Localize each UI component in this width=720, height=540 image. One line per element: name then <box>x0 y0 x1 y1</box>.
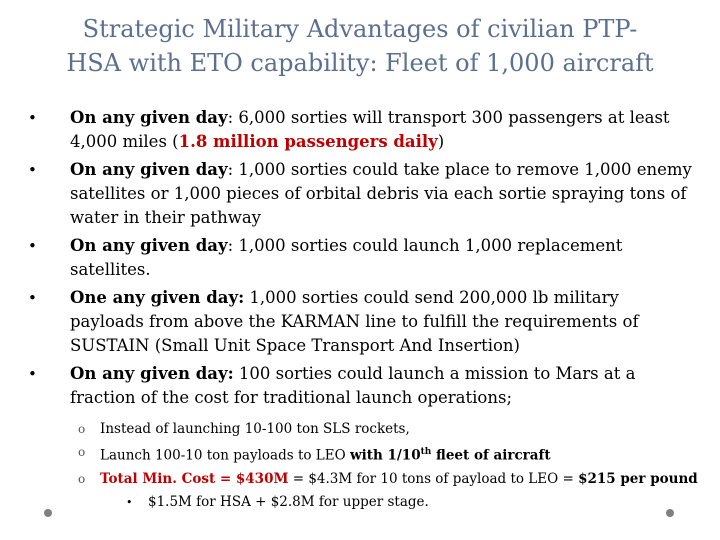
title-line-2: HSA with ETO capability: Fleet of 1,000 aircraft <box>66 49 654 77</box>
sub-bullet-superscript: th <box>420 447 432 457</box>
bullet-lead: On any given day <box>70 160 228 179</box>
sub-sub-bullet-marker: • <box>126 495 133 509</box>
sub-bullet-bold: with 1/10 <box>349 447 421 464</box>
sub-bullet-body: = $4.3M for 10 tons of payload to LEO = <box>288 470 579 487</box>
bullet-lead: One any given day: <box>70 288 245 307</box>
bullet-text <box>70 286 692 358</box>
cost-per-pound: $215 per pound <box>578 470 698 487</box>
sub-bullet-text <box>100 468 698 491</box>
bullet-lead: On any given day <box>70 108 228 127</box>
bullet-marker: • <box>28 109 37 127</box>
bullet-body: : 1,000 sorties could take place to remove 1,000 enemy satellites or 1,000 pieces of orbital debris via each sortie spraying tons of water in their pathway <box>70 160 692 227</box>
bullet-text <box>70 234 692 282</box>
sub-bullet-body: Launch 100-10 ton payloads to LEO <box>100 447 350 464</box>
sub-bullet-text: Instead of launching 10-100 ton SLS rockets, <box>100 421 410 437</box>
bullet-marker: • <box>28 161 37 179</box>
bullet-text <box>70 362 692 410</box>
bullet-item <box>28 286 692 358</box>
bullet-text <box>70 106 692 154</box>
sub-sub-bullet-item <box>78 491 698 514</box>
sub-bullet-item <box>78 441 698 468</box>
bullet-body: : 1,000 sorties could launch 1,000 replacement satellites. <box>70 236 623 279</box>
bullet-item <box>28 362 692 410</box>
bullet-body: : 6,000 sorties will transport 300 passengers at least 4,000 miles ( <box>70 108 670 151</box>
decorative-dot-left <box>44 509 52 517</box>
title-line-1: Strategic Military Advantages of civilian PTP- <box>82 15 638 43</box>
sub-bullet-bold-end: fleet of aircraft <box>431 447 551 464</box>
bullet-marker: • <box>28 237 37 255</box>
sub-bullet-marker: o <box>78 422 86 436</box>
sub-bullet-item <box>78 468 698 491</box>
bullet-body: 100 sorties could launch a mission to Mars at a fraction of the cost for traditional launch operations; <box>70 364 636 407</box>
sub-bullet-marker: o <box>78 471 86 486</box>
bullet-body-end: ) <box>437 132 445 151</box>
bullet-lead: On any given day <box>70 236 228 255</box>
sub-bullet-marker: o <box>78 445 86 459</box>
bullet-lead: On any given day: <box>70 364 234 383</box>
bullet-item <box>28 158 692 230</box>
bullet-list <box>28 106 692 414</box>
slide-title <box>20 12 700 80</box>
total-cost-highlight: Total Min. Cost = $430M <box>100 470 289 487</box>
sub-bullet-list <box>78 418 698 514</box>
decorative-dot-right <box>666 509 674 517</box>
sub-bullet-item <box>78 418 698 441</box>
bullet-item <box>28 234 692 282</box>
bullet-item <box>28 106 692 154</box>
bullet-marker: • <box>28 289 37 307</box>
bullet-marker: • <box>28 365 37 383</box>
sub-bullet-text <box>100 441 698 468</box>
bullet-body: 1,000 sorties could send 200,000 lb military payloads from above the KARMAN line to fulfill the requirements of SUSTAIN (Small Unit Space Transport And Insertion) <box>70 288 639 355</box>
bullet-highlight: 1.8 million passengers daily <box>178 132 438 151</box>
bullet-text <box>70 158 692 230</box>
sub-sub-bullet-text: $1.5M for HSA + $2.8M for upper stage. <box>148 493 429 510</box>
